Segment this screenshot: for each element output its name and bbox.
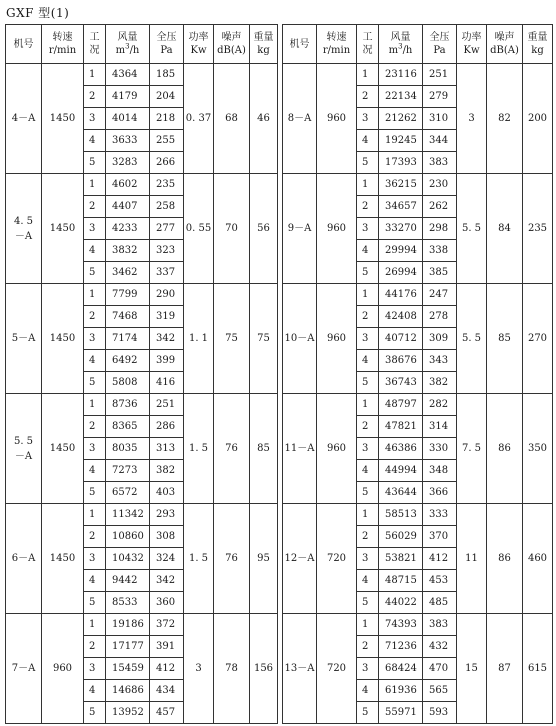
pressure-cell: 330 bbox=[423, 438, 457, 460]
pressure-cell: 218 bbox=[150, 108, 184, 130]
header-airflow: 风量 $m^3/h$ bbox=[379, 25, 423, 64]
pressure-cell: 290 bbox=[150, 284, 184, 306]
airflow-cell: 8035 bbox=[106, 438, 150, 460]
condition-cell: 3 bbox=[357, 218, 379, 240]
pressure-cell: 293 bbox=[150, 504, 184, 526]
weight-cell: 75 bbox=[250, 284, 278, 394]
speed-cell: 960 bbox=[42, 614, 84, 724]
pressure-cell: 247 bbox=[423, 284, 457, 306]
condition-cell: 3 bbox=[84, 328, 106, 350]
pressure-cell: 370 bbox=[423, 526, 457, 548]
condition-cell: 2 bbox=[357, 86, 379, 108]
noise-cell: 76 bbox=[214, 394, 250, 504]
noise-cell: 82 bbox=[487, 64, 523, 174]
weight-cell: 85 bbox=[250, 394, 278, 504]
condition-cell: 4 bbox=[84, 130, 106, 152]
pressure-cell: 383 bbox=[423, 152, 457, 174]
header-model: 机号 bbox=[6, 25, 42, 64]
pressure-cell: 262 bbox=[423, 196, 457, 218]
condition-cell: 5 bbox=[84, 592, 106, 614]
condition-cell: 1 bbox=[357, 614, 379, 636]
condition-cell: 2 bbox=[84, 526, 106, 548]
model-cell: 9－A bbox=[283, 174, 317, 284]
airflow-cell: 44022 bbox=[379, 592, 423, 614]
condition-cell: 2 bbox=[357, 306, 379, 328]
airflow-cell: 7174 bbox=[106, 328, 150, 350]
airflow-cell: 7799 bbox=[106, 284, 150, 306]
power-cell: 11 bbox=[457, 504, 487, 614]
pressure-cell: 309 bbox=[423, 328, 457, 350]
airflow-cell: 46386 bbox=[379, 438, 423, 460]
airflow-cell: 47821 bbox=[379, 416, 423, 438]
table-row bbox=[283, 614, 553, 636]
condition-cell: 2 bbox=[357, 196, 379, 218]
weight-cell: 615 bbox=[523, 614, 553, 724]
condition-cell: 1 bbox=[357, 174, 379, 196]
airflow-cell: 36215 bbox=[379, 174, 423, 196]
weight-cell: 156 bbox=[250, 614, 278, 724]
model-cell: 4－A bbox=[6, 64, 42, 174]
pressure-cell: 342 bbox=[150, 570, 184, 592]
power-cell: 1. 5 bbox=[184, 394, 214, 504]
condition-cell: 3 bbox=[84, 218, 106, 240]
condition-cell: 2 bbox=[357, 416, 379, 438]
condition-cell: 2 bbox=[357, 636, 379, 658]
power-cell: 1. 1 bbox=[184, 284, 214, 394]
header-weight: 重量 kg bbox=[523, 25, 553, 64]
airflow-cell: 68424 bbox=[379, 658, 423, 680]
model-cell: 6－A bbox=[6, 504, 42, 614]
airflow-cell: 13952 bbox=[106, 702, 150, 724]
speed-cell: 1450 bbox=[42, 504, 84, 614]
pressure-cell: 453 bbox=[423, 570, 457, 592]
condition-cell: 3 bbox=[357, 438, 379, 460]
weight-cell: 46 bbox=[250, 64, 278, 174]
condition-cell: 2 bbox=[84, 636, 106, 658]
model-cell: 5－A bbox=[6, 284, 42, 394]
model-cell: 10－A bbox=[283, 284, 317, 394]
header-condition: 工 况 bbox=[357, 25, 379, 64]
power-cell: 5. 5 bbox=[457, 284, 487, 394]
airflow-cell: 4014 bbox=[106, 108, 150, 130]
power-cell: 15 bbox=[457, 614, 487, 724]
table-row bbox=[6, 284, 278, 306]
condition-cell: 3 bbox=[84, 438, 106, 460]
condition-cell: 5 bbox=[357, 702, 379, 724]
pressure-cell: 251 bbox=[423, 64, 457, 86]
condition-cell: 3 bbox=[357, 108, 379, 130]
power-cell: 0. 37 bbox=[184, 64, 214, 174]
noise-cell: 85 bbox=[487, 284, 523, 394]
pressure-cell: 286 bbox=[150, 416, 184, 438]
condition-cell: 5 bbox=[357, 152, 379, 174]
airflow-cell: 36743 bbox=[379, 372, 423, 394]
pressure-cell: 383 bbox=[423, 614, 457, 636]
speed-cell: 960 bbox=[317, 284, 357, 394]
condition-cell: 1 bbox=[357, 64, 379, 86]
pressure-cell: 416 bbox=[150, 372, 184, 394]
condition-cell: 1 bbox=[357, 284, 379, 306]
noise-cell: 78 bbox=[214, 614, 250, 724]
condition-cell: 1 bbox=[84, 64, 106, 86]
condition-cell: 4 bbox=[84, 240, 106, 262]
table-row bbox=[6, 504, 278, 526]
pressure-cell: 230 bbox=[423, 174, 457, 196]
airflow-cell: 8533 bbox=[106, 592, 150, 614]
airflow-cell: 4602 bbox=[106, 174, 150, 196]
airflow-cell: 19186 bbox=[106, 614, 150, 636]
airflow-cell: 17393 bbox=[379, 152, 423, 174]
model-cell: 12－A bbox=[283, 504, 317, 614]
condition-cell: 2 bbox=[84, 196, 106, 218]
pressure-cell: 593 bbox=[423, 702, 457, 724]
condition-cell: 5 bbox=[84, 372, 106, 394]
condition-cell: 1 bbox=[84, 504, 106, 526]
airflow-cell: 44994 bbox=[379, 460, 423, 482]
pressure-cell: 344 bbox=[423, 130, 457, 152]
header-condition: 工 况 bbox=[84, 25, 106, 64]
header-weight: 重量 kg bbox=[250, 25, 278, 64]
weight-cell: 56 bbox=[250, 174, 278, 284]
condition-cell: 1 bbox=[357, 394, 379, 416]
airflow-cell: 33270 bbox=[379, 218, 423, 240]
table-row bbox=[283, 64, 553, 86]
speed-cell: 960 bbox=[317, 394, 357, 504]
noise-cell: 86 bbox=[487, 394, 523, 504]
airflow-cell: 38676 bbox=[379, 350, 423, 372]
speed-cell: 720 bbox=[317, 614, 357, 724]
condition-cell: 3 bbox=[357, 328, 379, 350]
condition-cell: 2 bbox=[84, 416, 106, 438]
noise-cell: 87 bbox=[487, 614, 523, 724]
pressure-cell: 319 bbox=[150, 306, 184, 328]
pressure-cell: 185 bbox=[150, 64, 184, 86]
condition-cell: 3 bbox=[357, 548, 379, 570]
airflow-cell: 21262 bbox=[379, 108, 423, 130]
airflow-cell: 56029 bbox=[379, 526, 423, 548]
airflow-cell: 29994 bbox=[379, 240, 423, 262]
airflow-cell: 11342 bbox=[106, 504, 150, 526]
pressure-cell: 258 bbox=[150, 196, 184, 218]
header-power: 功率 Kw bbox=[457, 25, 487, 64]
condition-cell: 2 bbox=[84, 306, 106, 328]
table-row bbox=[283, 284, 553, 306]
header-speed: 转速 r/min bbox=[317, 25, 357, 64]
table-body-right bbox=[283, 64, 553, 724]
airflow-cell: 4407 bbox=[106, 196, 150, 218]
model-cell: 11－A bbox=[283, 394, 317, 504]
header-pressure: 全压 Pa bbox=[423, 25, 457, 64]
weight-cell: 200 bbox=[523, 64, 553, 174]
speed-cell: 1450 bbox=[42, 174, 84, 284]
condition-cell: 3 bbox=[84, 658, 106, 680]
fan-spec-table-right bbox=[282, 24, 553, 724]
condition-cell: 5 bbox=[84, 482, 106, 504]
airflow-cell: 10860 bbox=[106, 526, 150, 548]
condition-cell: 1 bbox=[84, 614, 106, 636]
pressure-cell: 485 bbox=[423, 592, 457, 614]
model-cell: 4. 5 －A bbox=[6, 174, 42, 284]
table-row bbox=[6, 174, 278, 196]
noise-cell: 76 bbox=[214, 504, 250, 614]
pressure-cell: 308 bbox=[150, 526, 184, 548]
condition-cell: 4 bbox=[357, 460, 379, 482]
noise-cell: 68 bbox=[214, 64, 250, 174]
condition-cell: 4 bbox=[84, 680, 106, 702]
speed-cell: 960 bbox=[317, 174, 357, 284]
fan-spec-table-left bbox=[5, 24, 278, 724]
airflow-cell: 9442 bbox=[106, 570, 150, 592]
pressure-cell: 255 bbox=[150, 130, 184, 152]
airflow-cell: 55971 bbox=[379, 702, 423, 724]
weight-cell: 95 bbox=[250, 504, 278, 614]
power-cell: 0. 55 bbox=[184, 174, 214, 284]
pressure-cell: 338 bbox=[423, 240, 457, 262]
condition-cell: 3 bbox=[357, 658, 379, 680]
table-row bbox=[6, 64, 278, 86]
speed-cell: 1450 bbox=[42, 284, 84, 394]
pressure-cell: 434 bbox=[150, 680, 184, 702]
header-noise: 噪声 dB(A) bbox=[214, 25, 250, 64]
condition-cell: 1 bbox=[84, 174, 106, 196]
condition-cell: 5 bbox=[357, 482, 379, 504]
airflow-cell: 4233 bbox=[106, 218, 150, 240]
pressure-cell: 366 bbox=[423, 482, 457, 504]
pressure-cell: 282 bbox=[423, 394, 457, 416]
header-model: 机号 bbox=[283, 25, 317, 64]
airflow-cell: 6492 bbox=[106, 350, 150, 372]
pressure-cell: 382 bbox=[423, 372, 457, 394]
header-row bbox=[6, 25, 278, 64]
power-cell: 1. 5 bbox=[184, 504, 214, 614]
table-row bbox=[283, 504, 553, 526]
page-title: GXF 型(1) bbox=[6, 6, 70, 20]
airflow-cell: 48797 bbox=[379, 394, 423, 416]
pressure-cell: 403 bbox=[150, 482, 184, 504]
pressure-cell: 399 bbox=[150, 350, 184, 372]
speed-cell: 720 bbox=[317, 504, 357, 614]
weight-cell: 460 bbox=[523, 504, 553, 614]
airflow-cell: 22134 bbox=[379, 86, 423, 108]
noise-cell: 84 bbox=[487, 174, 523, 284]
power-cell: 3 bbox=[457, 64, 487, 174]
airflow-cell: 4179 bbox=[106, 86, 150, 108]
airflow-cell: 14686 bbox=[106, 680, 150, 702]
airflow-cell: 74393 bbox=[379, 614, 423, 636]
pressure-cell: 385 bbox=[423, 262, 457, 284]
condition-cell: 5 bbox=[84, 152, 106, 174]
condition-cell: 4 bbox=[357, 680, 379, 702]
condition-cell: 1 bbox=[84, 394, 106, 416]
condition-cell: 4 bbox=[84, 460, 106, 482]
pressure-cell: 360 bbox=[150, 592, 184, 614]
pressure-cell: 457 bbox=[150, 702, 184, 724]
pressure-cell: 342 bbox=[150, 328, 184, 350]
condition-cell: 3 bbox=[84, 548, 106, 570]
airflow-cell: 48715 bbox=[379, 570, 423, 592]
pressure-cell: 565 bbox=[423, 680, 457, 702]
airflow-cell: 7468 bbox=[106, 306, 150, 328]
airflow-cell: 42408 bbox=[379, 306, 423, 328]
weight-cell: 350 bbox=[523, 394, 553, 504]
airflow-cell: 61936 bbox=[379, 680, 423, 702]
condition-cell: 2 bbox=[357, 526, 379, 548]
pressure-cell: 391 bbox=[150, 636, 184, 658]
airflow-cell: 3633 bbox=[106, 130, 150, 152]
weight-cell: 235 bbox=[523, 174, 553, 284]
condition-cell: 4 bbox=[357, 350, 379, 372]
table-body-left bbox=[6, 64, 278, 724]
pressure-cell: 279 bbox=[423, 86, 457, 108]
condition-cell: 5 bbox=[357, 262, 379, 284]
airflow-cell: 8736 bbox=[106, 394, 150, 416]
airflow-cell: 7273 bbox=[106, 460, 150, 482]
condition-cell: 2 bbox=[84, 86, 106, 108]
condition-cell: 4 bbox=[84, 570, 106, 592]
airflow-cell: 10432 bbox=[106, 548, 150, 570]
pressure-cell: 251 bbox=[150, 394, 184, 416]
pressure-cell: 412 bbox=[423, 548, 457, 570]
model-cell: 13－A bbox=[283, 614, 317, 724]
condition-cell: 1 bbox=[357, 504, 379, 526]
airflow-cell: 58513 bbox=[379, 504, 423, 526]
airflow-cell: 3283 bbox=[106, 152, 150, 174]
pressure-cell: 324 bbox=[150, 548, 184, 570]
pressure-cell: 412 bbox=[150, 658, 184, 680]
pressure-cell: 235 bbox=[150, 174, 184, 196]
pressure-cell: 313 bbox=[150, 438, 184, 460]
noise-cell: 75 bbox=[214, 284, 250, 394]
airflow-cell: 23116 bbox=[379, 64, 423, 86]
weight-cell: 270 bbox=[523, 284, 553, 394]
airflow-cell: 26994 bbox=[379, 262, 423, 284]
pressure-cell: 277 bbox=[150, 218, 184, 240]
table-row bbox=[283, 174, 553, 196]
airflow-cell: 8365 bbox=[106, 416, 150, 438]
pressure-cell: 266 bbox=[150, 152, 184, 174]
condition-cell: 5 bbox=[357, 372, 379, 394]
noise-cell: 70 bbox=[214, 174, 250, 284]
airflow-cell: 71236 bbox=[379, 636, 423, 658]
table-row bbox=[6, 614, 278, 636]
power-cell: 5. 5 bbox=[457, 174, 487, 284]
pressure-cell: 432 bbox=[423, 636, 457, 658]
pressure-cell: 343 bbox=[423, 350, 457, 372]
noise-cell: 86 bbox=[487, 504, 523, 614]
condition-cell: 5 bbox=[84, 702, 106, 724]
power-cell: 3 bbox=[184, 614, 214, 724]
airflow-cell: 5808 bbox=[106, 372, 150, 394]
condition-cell: 5 bbox=[84, 262, 106, 284]
header-noise: 噪声 dB(A) bbox=[487, 25, 523, 64]
pressure-cell: 204 bbox=[150, 86, 184, 108]
airflow-cell: 6572 bbox=[106, 482, 150, 504]
airflow-cell: 53821 bbox=[379, 548, 423, 570]
model-cell: 7－A bbox=[6, 614, 42, 724]
model-cell: 5. 5 －A bbox=[6, 394, 42, 504]
condition-cell: 1 bbox=[84, 284, 106, 306]
pressure-cell: 310 bbox=[423, 108, 457, 130]
header-airflow: 风量 $m^3/h$ bbox=[106, 25, 150, 64]
airflow-cell: 4364 bbox=[106, 64, 150, 86]
airflow-cell: 3832 bbox=[106, 240, 150, 262]
condition-cell: 4 bbox=[84, 350, 106, 372]
airflow-cell: 15459 bbox=[106, 658, 150, 680]
airflow-cell: 3462 bbox=[106, 262, 150, 284]
pressure-cell: 323 bbox=[150, 240, 184, 262]
header-speed: 转速 r/min bbox=[42, 25, 84, 64]
condition-cell: 4 bbox=[357, 570, 379, 592]
speed-cell: 960 bbox=[317, 64, 357, 174]
pressure-cell: 470 bbox=[423, 658, 457, 680]
condition-cell: 5 bbox=[357, 592, 379, 614]
airflow-cell: 43644 bbox=[379, 482, 423, 504]
model-cell: 8－A bbox=[283, 64, 317, 174]
pressure-cell: 333 bbox=[423, 504, 457, 526]
speed-cell: 1450 bbox=[42, 64, 84, 174]
header-row bbox=[283, 25, 553, 64]
airflow-cell: 40712 bbox=[379, 328, 423, 350]
power-cell: 7. 5 bbox=[457, 394, 487, 504]
airflow-cell: 19245 bbox=[379, 130, 423, 152]
header-power: 功率 Kw bbox=[184, 25, 214, 64]
pressure-cell: 348 bbox=[423, 460, 457, 482]
condition-cell: 4 bbox=[357, 130, 379, 152]
pressure-cell: 337 bbox=[150, 262, 184, 284]
speed-cell: 1450 bbox=[42, 394, 84, 504]
header-pressure: 全压 Pa bbox=[150, 25, 184, 64]
pressure-cell: 372 bbox=[150, 614, 184, 636]
condition-cell: 4 bbox=[357, 240, 379, 262]
table-row bbox=[283, 394, 553, 416]
airflow-cell: 44176 bbox=[379, 284, 423, 306]
pressure-cell: 314 bbox=[423, 416, 457, 438]
table-row bbox=[6, 394, 278, 416]
airflow-cell: 34657 bbox=[379, 196, 423, 218]
airflow-cell: 17177 bbox=[106, 636, 150, 658]
condition-cell: 3 bbox=[84, 108, 106, 130]
pressure-cell: 382 bbox=[150, 460, 184, 482]
pressure-cell: 298 bbox=[423, 218, 457, 240]
pressure-cell: 278 bbox=[423, 306, 457, 328]
